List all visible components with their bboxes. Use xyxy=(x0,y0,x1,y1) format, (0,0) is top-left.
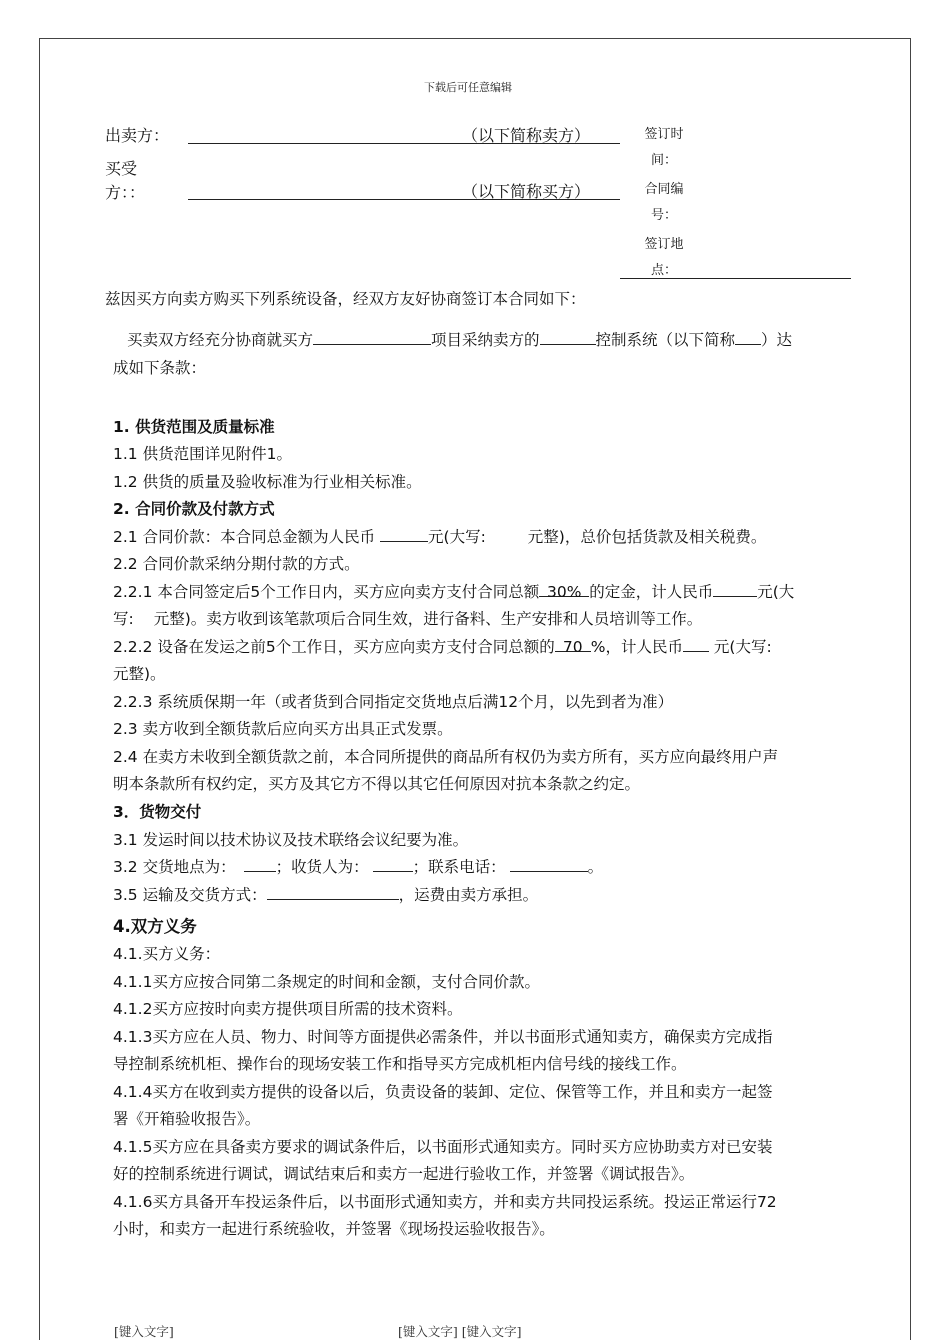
s2-item5: 2.2.3 系统质保期一年（或者货到合同指定交货地点后满12个月，以先到者为准） xyxy=(113,693,674,711)
s2-item3-line1: 2.2.1 本合同签定后5个工作日内，买方应向卖方支付合同总额 30% 的定金，计人民币 元(大 xyxy=(113,579,794,607)
s4-item4-line2: 署《开箱验收报告》。 xyxy=(113,1110,261,1128)
project-blank xyxy=(313,327,431,345)
s4-item2: 4.1.2买方应按时向卖方提供项目所需的技术资料。 xyxy=(113,1000,463,1018)
contract-no-line2: 号： xyxy=(650,208,677,223)
buyer-suffix: （以下简称买方） xyxy=(462,182,591,201)
s1-item1: 1.1 供货范围详见附件1。 xyxy=(113,445,292,463)
s3-item1: 3.1 发运时间以技术协议及技术联络会议纪要为准。 xyxy=(113,831,469,849)
s4-item1: 4.1.1买方应按合同第二条规定的时间和金额，支付合同价款。 xyxy=(113,973,540,991)
intro-text: 兹因买方向卖方购买下列系统设备，经双方友好协商签订本合同如下： xyxy=(105,290,586,308)
phone-blank xyxy=(510,854,588,872)
s2-item6: 2.3 卖方收到全额货款后应向买方出具正式发票。 xyxy=(113,720,453,738)
deposit-percent: 30% xyxy=(539,579,589,597)
sign-place-blank xyxy=(620,278,851,279)
s4-item5-line2: 好的控制系统进行调试，调试结束后和卖方一起进行验收工作，并签署《调试报告》。 xyxy=(113,1165,695,1183)
section4-title: 4.双方义务 xyxy=(113,917,197,936)
sign-place-line2: 点： xyxy=(650,263,677,278)
consult-line2: 成如下条款： xyxy=(113,359,207,377)
contract-no-line1: 合同编 xyxy=(644,182,684,197)
section2-title: 2. 合同价款及付款方式 xyxy=(113,500,275,518)
s2-item1: 2.1 合同价款：本合同总金额为人民币 元(大写: 元整)，总价包括货款及相关税费。 xyxy=(113,524,766,552)
prepay-amount-blank xyxy=(683,634,709,652)
s4-item5-line1: 4.1.5买方应在具备卖方要求的调试条件后，以书面形式通知卖方。同时买方应协助卖方对已安装 xyxy=(113,1138,773,1156)
s1-item2: 1.2 供货的质量及验收标准为行业相关标准。 xyxy=(113,473,422,491)
seller-suffix: （以下简称卖方） xyxy=(462,126,591,145)
short-name-blank xyxy=(735,327,761,345)
s4-item6-line2: 小时，和卖方一起进行系统验收，并签署《现场投运验收报告》。 xyxy=(113,1220,555,1238)
s2-item7-line2: 明本条款所有权约定，买方及其它方不得以其它任何原因对抗本条款之约定。 xyxy=(113,775,641,793)
s2-item3-line2: 写: 元整)。卖方收到该笔款项后合同生效，进行备料、生产安排和人员培训等工作。 xyxy=(113,610,703,628)
buyer-label-line2: 方：： xyxy=(105,183,146,202)
s4-item6-line1: 4.1.6买方具备开车投运条件后，以书面形式通知卖方，并和卖方共同投运系统。投运正常运行72 xyxy=(113,1193,777,1211)
consignee-blank xyxy=(373,854,413,872)
contract-no-label xyxy=(634,177,694,229)
buyer-label-line1: 买受 xyxy=(105,159,138,178)
s2-item2: 2.2 合同价款采纳分期付款的方式。 xyxy=(113,555,360,573)
sign-place-line1: 签订地 xyxy=(644,237,684,252)
transport-mode-blank xyxy=(267,882,399,900)
s4-item3-line2: 导控制系统机柜、操作台的现场安装工作和指导买方完成机柜内信号线的接线工作。 xyxy=(113,1055,687,1073)
deposit-amount-blank xyxy=(713,579,757,597)
prepay-percent: 70 xyxy=(555,634,591,652)
s4-item4-line1: 4.1.4买方在收到卖方提供的设备以后，负责设备的装卸、定位、保管等工作，并且和卖方一起签 xyxy=(113,1083,773,1101)
section3-title: 3．货物交付 xyxy=(113,803,202,821)
sign-place-label xyxy=(634,232,694,284)
system-blank xyxy=(540,327,596,345)
header-note: 下载后可任意编辑 xyxy=(424,81,512,94)
consult-line1: 买卖双方经充分协商就买方 项目采纳卖方的 控制系统（以下简称 ）达 xyxy=(127,327,792,355)
s2-item4-line1: 2.2.2 设备在发运之前5个工作日，买方应向卖方支付合同总额的 70 %，计人民币 元(大写: xyxy=(113,634,772,662)
seller-label: 出卖方： xyxy=(105,126,170,145)
footer-center[interactable]: [键入文字] [键入文字] xyxy=(398,1324,522,1339)
sign-time-line1: 签订时 xyxy=(644,127,684,142)
section1-title: 1. 供货范围及质量标准 xyxy=(113,418,275,436)
s2-item4-line2: 元整)。 xyxy=(113,665,166,683)
s4-item3-line1: 4.1.3买方应在人员、物力、时间等方面提供必需条件，并以书面形式通知卖方，确保卖方完成指 xyxy=(113,1028,773,1046)
s2-item7-line1: 2.4 在卖方未收到全额货款之前，本合同所提供的商品所有权仍为卖方所有，买方应向最终用户声 xyxy=(113,748,779,766)
sign-time-line2: 间： xyxy=(650,153,677,168)
delivery-place-blank xyxy=(244,854,276,872)
s3-item2: 3.2 交货地点为： ；收货人为： ；联系电话： 。 xyxy=(113,854,603,882)
s4-item0: 4.1.买方义务： xyxy=(113,945,221,963)
footer-left[interactable]: [键入文字] xyxy=(114,1324,174,1339)
total-amount-blank xyxy=(380,524,428,542)
s3-item3: 3.5 运输及交货方式： ，运费由卖方承担。 xyxy=(113,882,538,910)
sign-time-label xyxy=(634,122,694,174)
